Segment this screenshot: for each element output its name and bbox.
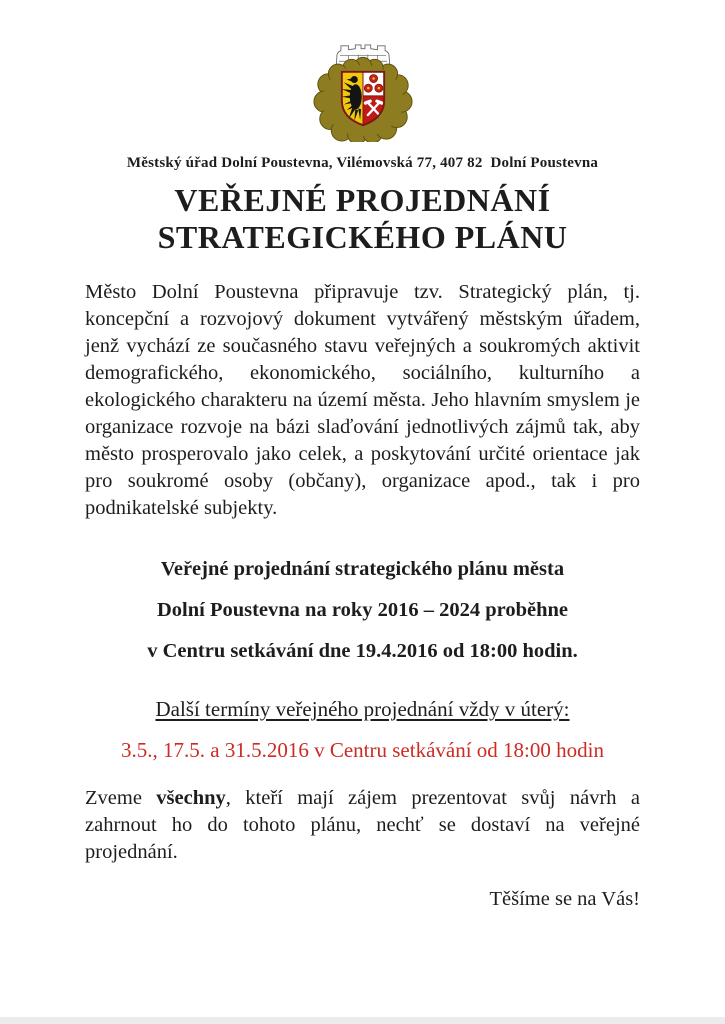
invitation-text-end: , kteří mají zájem prezentovat svůj návrh a zahrnout ho do tohoto plánu, nechť se dostaví na veřejné projednání.	[85, 787, 640, 864]
announcement-line-1: Veřejné projednání strategického plánu města	[160, 558, 565, 581]
document-title	[85, 182, 640, 256]
other-dates-detail: 3.5., 17.5. a 31.5.2016 v Centru setkávání od 18:00 hodin	[121, 738, 604, 763]
invitation-text-emphasis: všechny	[156, 787, 226, 810]
shield-icon	[341, 72, 383, 125]
office-address-line: Městský úřad Dolní Poustevna, Vilémovská 77, 407 82 Dolní Poustevna	[126, 155, 599, 171]
title-line-2: STRATEGICKÉHO PLÁNU	[157, 218, 568, 255]
announcement-block	[85, 558, 640, 663]
city-coat-of-arms-icon	[305, 42, 421, 142]
crest-container	[85, 42, 640, 142]
invitation-text-start: Zveme	[85, 787, 157, 810]
other-dates-heading: Další termíny veřejného projednání vždy v úterý:	[155, 697, 570, 722]
announcement-line-3: v Centru setkávání dne 19.4.2016 od 18:00 hodin.	[147, 640, 578, 663]
invitation-paragraph	[85, 785, 640, 866]
scan-edge-artifact	[0, 1017, 725, 1024]
title-line-1: VEŘEJNÉ PROJEDNÁNÍ	[174, 181, 551, 218]
intro-paragraph: Město Dolní Poustevna připravuje tzv. Strategický plán, tj. koncepční a rozvojový dokument vytvářený městským úřadem, jenž vychází ze současného stavu veřejných a soukromých aktivit demografického, ekonomického, sociálního, kulturního a ekologického charakteru na území města. Jeho hlavním smyslem je organizace rozvoje na bázi slaďování jednotlivých zájmů tak, aby město prosperovalo jako celek, a poskytování určité orientace jak pro soukromé osoby (občany), organizace apod., tak i pro podnikatelské subjekty.	[85, 281, 640, 520]
announcement-line-2: Dolní Poustevna na roky 2016 – 2024 proběhne	[156, 599, 568, 622]
closing-line: Těšíme se na Vás!	[489, 888, 640, 911]
